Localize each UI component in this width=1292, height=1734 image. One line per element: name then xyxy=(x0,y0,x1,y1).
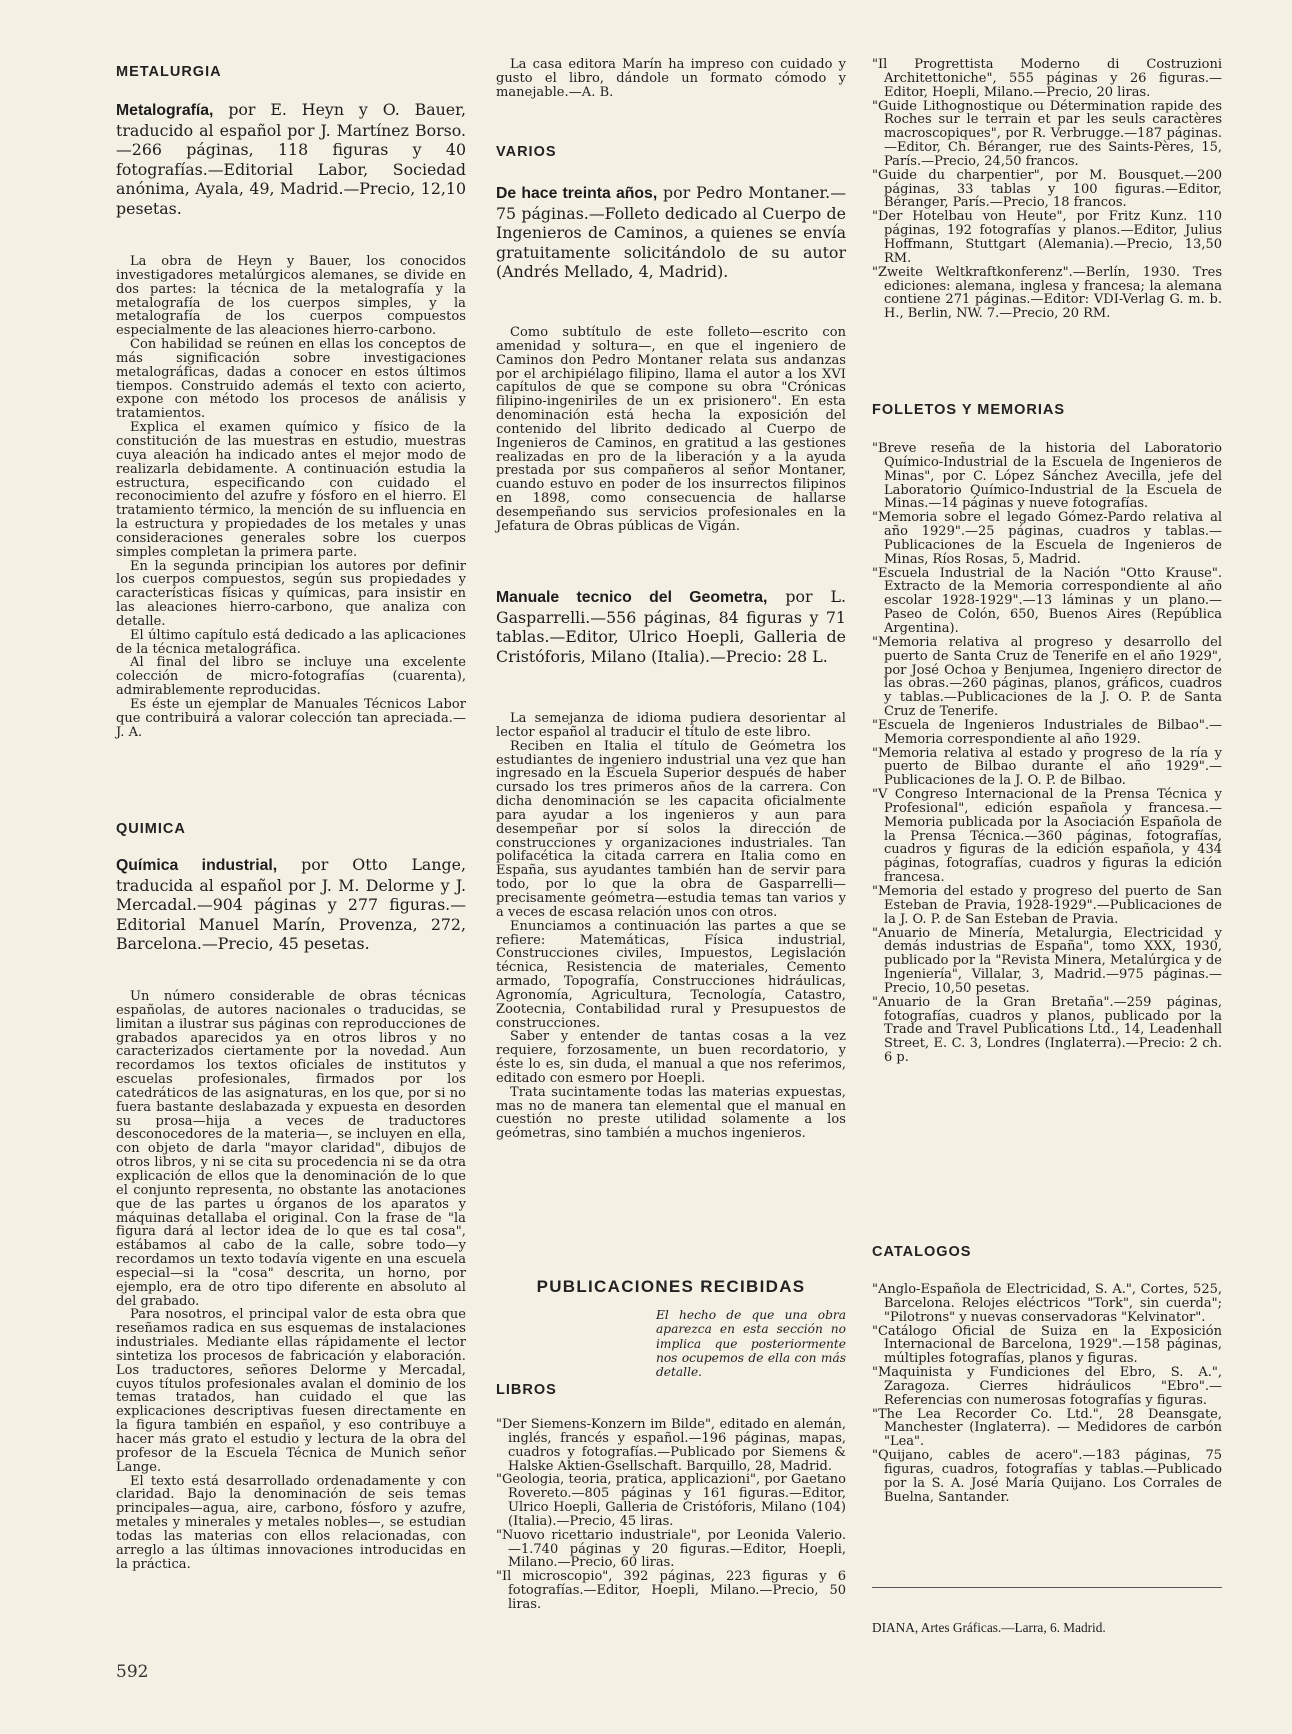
paragraph: Un número considerable de obras técnicas españolas, de autores nacionales o traducidas, se limitan a ilustrar sus páginas con reproducciones de grabados aparecidos ya en otros libros y no caracterizados ciertamente por la novedad. Aun recordamos los textos oficiales de institutos y escuelas profesionales, firmados por los catedráticos de las asignaturas, en los que, por si no fuera bastante deslabazada y expuesta en desorden su prosa—hija a veces de traductores desconocedores de la materia—, se incluyen en ella, con objeto de darla "mayor claridad", dibujos de otros libros, y ni se cita su procedencia ni se da otra explicación de ellos que la denominación de lo que el conjunto representa, no obstante las anotaciones que de las partes u órganos de los aparatos y máquinas detallaba el original. Con la frase de "la figura dará al lector idea de lo que es tal cosa", estábamos al cabo de la calle, sobre todo—y recordamos un texto todavía vigente en una escuela especial—si la "cosa" descrita, un horno, por ejemplo, era de otro tipo diferente en absoluto al del grabado. xyxy=(116,989,466,1309)
list-item: "Memoria del estado y progreso del puerto de San Esteban de Pravia, 1928-1929".—Publicaciones de la J. O. P. de San Esteban de Pravia. xyxy=(872,884,1222,927)
review-details: por L. Gasparrelli.—556 páginas, 84 figuras y 71 tablas.—Editor, Ulrico Hoepli, Galleria de Cristóforis, Milano (Italia).—Precio: 28 L. xyxy=(496,587,847,666)
list-item: "Escuela Industrial de la Nación "Otto Krause". Extracto de la Memoria correspondiente al año escolar 1928-1929".—13 láminas y un plano.—Paseo de Colón, 650, Buenos Aires (República Argentina). xyxy=(872,565,1222,636)
paragraph: Enunciamos a continuación las partes a que se refiere: Matemáticas, Física industrial, Construcciones civiles, Impuestos, Legislación técnica, Resistencia de materiales, Cemento armado, Topografía, Construcciones hidráulicas, Agronomía, Agricultura, Tecnología, Catastro, Zootecnia, Contabilidad rural y Presupuestos de construcciones. xyxy=(496,918,846,1031)
list-item: "Anuario de la Gran Bretaña".—259 páginas, fotografías, cuadros y planos, publicado por la Trade and Travel Publications Ltd., 14, Leadenhall Street, E. C. 3, Londres (Inglaterra).—Precio: 2 ch. 6 p. xyxy=(872,994,1222,1066)
list-item: "Maquinista y Fundiciones del Ebro, S. A.", Zaragoza. Cierres hidráulicos "Ebro".—Referencias con numerosas fotografías y figuras. xyxy=(872,1365,1222,1408)
varios-text xyxy=(496,326,846,534)
paragraph: Para nosotros, el principal valor de esta obra que reseñamos radica en sus esquemas de instalaciones industriales. Mediante ellas rápidamente el lector sintetiza los procesos de fabricación y elaboración. Los traductores, señores Delorme y Mercadal, cuyos títulos profesionales avalan el dominio de los temas tratados, han cuidado el que las explicaciones descriptivas fuesen directamente en la figura también en español, y eso contribuye a hacer más grato el estudio y lectura de la obra del profesor de la Escuela Técnica de Munich señor Lange. xyxy=(116,1307,466,1475)
list-item: "Breve reseña de la historia del Laboratorio Químico-Industrial de la Escuela de Ingenieros de Minas", por C. López Sánchez Avecilla, jefe del Laboratorio Químico-Industrial de la Escuela de Minas.—14 páginas y nueve fotografías. xyxy=(872,441,1222,512)
list-item: "Quijano, cables de acero".—183 páginas, 75 figuras, cuadros, fotografías y tablas.—Publicado por la S. A. José María Quijano. Los Corrales de Buelna, Santander. xyxy=(872,1448,1222,1505)
paragraph: Explica el examen químico y físico de la constitución de las muestras en estudio, muestras cuya aleación ha indicado antes el mejor modo de realizarla debidamente. A continuación estudia la estructura, especificando con cuidado el reconocimiento del azufre y fósforo en el hierro. El tratamiento térmico, la mención de su influencia en la estructura y propiedades de los metales y unas consideraciones generales sobre los cuerpos simples completan la primera parte. xyxy=(116,420,466,560)
paragraph: Al final del libro se incluye una excelente colección de micro-fotografías (cuarenta), admirablemente reproducidas. xyxy=(116,655,466,699)
section-heading-publicaciones: PUBLICACIONES RECIBIDAS xyxy=(536,1277,806,1296)
list-item: "Zweite Weltkraftkonferenz".—Berlín, 1930. Tres ediciones: alemana, inglesa y francesa; la alemana contiene 271 páginas.—Editor: VDI-Verlag G. m. b. H., Berlin, NW. 7.—Precio, 20 RM. xyxy=(872,264,1222,322)
section-heading-libros: LIBROS xyxy=(496,1382,557,1398)
list-item: "Memoria sobre el legado Gómez-Pardo relativa al año 1929".—25 páginas, cuadros y tablas.—Publicaciones de la Escuela de Ingenieros de Minas, Ríos Rosas, 5, Madrid. xyxy=(872,510,1222,567)
list-item: "Guide du charpentier", por M. Bousquet.—200 páginas, 33 tablas y 100 figuras.—Editor, Béranger, París.—Precio, 18 francos. xyxy=(872,167,1222,211)
paragraph: Saber y entender de tantas cosas a la vez requiere, forzosamente, un buen recordatorio, y éste lo es, sin duda, el manual a que nos referimos, editado con esmero por Hoepli. xyxy=(496,1029,846,1086)
metalurgia-text xyxy=(116,255,466,740)
list-item: "Nuovo ricettario industriale", por Leonida Valerio.—1.740 páginas y 20 figuras.—Editor, Hoepli, Milano.—Precio, 60 liras. xyxy=(496,1527,846,1571)
catalogos-list xyxy=(872,1283,1222,1505)
list-item: "Anuario de Minería, Metalurgia, Electricidad y demás industrias de España", tomo XXX, 1930, publicado por la "Revista Minera, Metalúrgica y de Ingeniería", Villalar, 3, Madrid.—975 páginas.—Precio, 10,50 pesetas. xyxy=(872,925,1222,996)
paragraph: Es éste un ejemplar de Manuales Técnicos Labor que contribuirá a valorar colección tan apreciada.—J. A. xyxy=(116,697,466,740)
review-details: por E. Heyn y O. Bauer, traducido al español por J. Martínez Borso.—266 páginas, 118 figuras y 40 fotografías.—Editorial Labor, Sociedad anónima, Ayala, 49, Madrid.—Precio, 12,10 pesetas. xyxy=(116,100,466,218)
review-title: De hace treinta años, xyxy=(496,185,658,202)
section-heading-quimica: QUIMICA xyxy=(116,821,186,837)
list-item: "V Congreso Internacional de la Prensa Técnica y Profesional", edición española y francesa.—Memoria publicada por la Asociación Española de la Prensa Técnica.—360 páginas, fotografías, cuadros y figuras de la edición española, y 434 páginas, fotografías, cuadros y figuras la edición francesa. xyxy=(872,787,1222,886)
paragraph: La casa editora Marín ha impreso con cuidado y gusto el libro, dándole un formato cómodo y manejable.—A. B. xyxy=(496,57,846,100)
manuale-text xyxy=(496,712,846,1141)
list-item: "Il microscopio", 392 páginas, 223 figuras y 6 fotografías.—Editor, Hoepli, Milano.—Precio, 50 liras. xyxy=(496,1569,846,1612)
paragraph: El último capítulo está dedicado a las aplicaciones de la técnica metalográfica. xyxy=(116,627,466,657)
paragraph: El texto está desarrollado ordenadamente y con claridad. Bajo la denominación de seis temas principales—agua, aire, carbono, fósforo y azufre, metales y minerales y metales nobles—, se estudian todas las materias con ellos relacionadas, con arreglo a las últimas innovaciones introducidas en la práctica. xyxy=(116,1473,466,1572)
paragraph: Reciben en Italia el título de Geómetra los estudiantes de ingeniero industrial una vez que han ingresado en la Escuela Superior después de haber cursado los tres primeros años de la carrera. Con dicha denominación se les capacita oficialmente para ayudar a los ingenieros y aun para desempeñar por sí solos la dirección de construcciones y organizaciones industriales. Tan polifacética la citada carrera en Italia como en España, sus ayudantes también han de servir para todo, por lo que la obra de Gasparrelli—precisamente geómetra—estudia temas tan varios y a veces de escasa relación unos con otros. xyxy=(496,738,846,920)
review-metalografia xyxy=(116,100,466,219)
libros-list xyxy=(496,1418,846,1612)
folletos-list xyxy=(872,442,1222,1065)
paragraph: En la segunda principian los autores por definir los cuerpos compuestos, según sus propiedades y características físicas y químicas, para insistir en las aleaciones hierro-carbono, que analiza con detalle. xyxy=(116,558,466,629)
list-item: "The Lea Recorder Co. Ltd.", 28 Deansgate, Manchester (Inglaterra). — Medidores de carbón "Lea". xyxy=(872,1406,1222,1450)
review-title: Metalografía, xyxy=(116,102,214,119)
list-item: "Il Progrettista Moderno di Costruzioni Architettoniche", 555 páginas y 26 figuras.—Editor, Hoepli, Milano.—Precio, 20 liras. xyxy=(872,57,1222,100)
list-item: "Anglo-Española de Electricidad, S. A.", Cortes, 525, Barcelona. Relojes eléctricos "Tork", sin cuerda"; "Pilotrons" y nuevas conservadoras "Kelvinator". xyxy=(872,1282,1222,1325)
review-de-hace-treinta-anos xyxy=(496,183,846,282)
list-item: "Geologia, teoria, pratica, applicazioni", por Gaetano Rovereto.—805 páginas y 161 figuras.—Editor, Ulrico Hoepli, Galleria de Cristóforis, Milano (104) (Italia).—Precio, 45 liras. xyxy=(496,1472,846,1529)
section-heading-catalogos: CATALOGOS xyxy=(872,1244,972,1260)
review-manuale-tecnico xyxy=(496,587,846,666)
divider-rule xyxy=(872,1587,1222,1588)
list-item: "Der Siemens-Konzern im Bilde", editado en alemán, inglés, francés y español.—196 páginas, mapas, cuadros y fotografías.—Publicado por Siemens & Halske Aktien-Gsellschaft. Barquillo, 28, Madrid. xyxy=(496,1417,846,1474)
review-title: Química industrial, xyxy=(116,857,278,874)
paragraph: Como subtítulo de este folleto—escrito con amenidad y soltura—, en que el ingeniero de Caminos don Pedro Montaner relata sus andanzas por el archipiélago filipino, llama el autor a los XVI capítulos de que se compone su obra "Crónicas filipino-ingeniriles de un ex prisionero". En esta denominación está hecha la exposición del contenido del librito dedicado al Cuerpo de Ingenieros de Caminos, en gratitud a las gestiones realizadas en pro de la liberación y a la ayuda prestada por sus compañeros al señor Montaner, cuando estuvo en poder de los insurrectos filipinos en 1898, como consecuencia de hallarse desempeñando sus servicios profesionales en la Jefatura de Obras públicas de Vigán. xyxy=(496,325,846,534)
quimica-text-end xyxy=(496,58,846,100)
list-item: "Escuela de Ingenieros Industriales de Bilbao".—Memoria correspondiente al año 1929. xyxy=(872,717,1222,747)
list-item: "Memoria relativa al progreso y desarrollo del puerto de Santa Cruz de Tenerife en el año 1929", por José Ochoa y Benjumea, Ingeniero director de las obras.—260 páginas, planos, gráficos, cuadros y tablas.—Publicaciones de la J. O. P. de Santa Cruz de Tenerife. xyxy=(872,634,1222,720)
section-heading-folletos: FOLLETOS Y MEMORIAS xyxy=(872,402,1066,418)
list-item: "Catálogo Oficial de Suiza en la Exposición Internacional de Barcelona, 1929".—158 páginas, múltiples fotografías, planos y figuras. xyxy=(872,1323,1222,1367)
page-number: 592 xyxy=(116,1662,149,1682)
paragraph: Trata sucintamente todas las materias expuestas, mas no de manera tan elemental que el manual en cuestión no preste utilidad solamente a los geómetras, sino también a muchos ingenieros. xyxy=(496,1084,846,1142)
quimica-text xyxy=(116,990,466,1571)
review-quimica-industrial xyxy=(116,855,466,954)
libros-list-continued xyxy=(872,58,1222,321)
section-heading-metalurgia: METALURGIA xyxy=(116,64,222,80)
list-item: "Guide Lithognostique ou Détermination rapide des Roches sur le terrain et par les seuls caractères macroscopiques", por R. Verbrugge.—187 páginas.—Editor, Ch. Béranger, rue des Saints-Pères, 15, París.—Precio, 24,50 francos. xyxy=(872,98,1222,169)
list-item: "Der Hotelbau von Heute", por Fritz Kunz. 110 páginas, 192 fotografías y planos.—Editor, Julius Hoffmann, Stuttgart (Alemania).—Precio, 13,50 RM. xyxy=(872,209,1222,266)
paragraph: La semejanza de idioma pudiera desorientar al lector español al traducir el título de este libro. xyxy=(496,711,846,740)
review-details: por Pedro Montaner.—75 páginas.—Folleto dedicado al Cuerpo de Ingenieros de Caminos, a quienes se envía gratuitamente solicitándolo de su autor (Andrés Mellado, 4, Madrid). xyxy=(496,183,846,282)
review-title: Manuale tecnico del Geometra, xyxy=(496,589,768,606)
section-heading-varios: VARIOS xyxy=(496,144,557,160)
paragraph: La obra de Heyn y Bauer, los conocidos investigadores metalúrgicos alemanes, se divide en dos partes: la técnica de la metalografía y la metalografía de los cuerpos simples, y la metalografía de los cuerpos compuestos especialmente de las aleaciones hierro-carbono. xyxy=(116,254,466,339)
list-item: "Memoria relativa al estado y progreso de la ría y puerto de Bilbao durante el año 1929".—Publicaciones de la J. O. P. de Bilbao. xyxy=(872,745,1222,789)
publicaciones-note: El hecho de que una obra aparezca en esta sección no implica que posteriormente nos ocupemos de ella con más detalle. xyxy=(656,1308,846,1380)
review-details: por Otto Lange, traducida al español por J. M. Delorme y J. Mercadal.—904 páginas y 277 figuras.—Editorial Manuel Marín, Provenza, 272, Barcelona.—Precio, 45 pesetas. xyxy=(116,855,467,954)
paragraph: Con habilidad se reúnen en ellas los conceptos de más significación sobre investigaciones metalográficas, dadas a conocer en estos últimos tiempos. Construido además el texto con acierto, expone con método los procesos de análisis y tratamientos. xyxy=(116,337,466,422)
printer-imprint: DIANA, Artes Gráficas.—Larra, 6. Madrid. xyxy=(872,1620,1106,1635)
